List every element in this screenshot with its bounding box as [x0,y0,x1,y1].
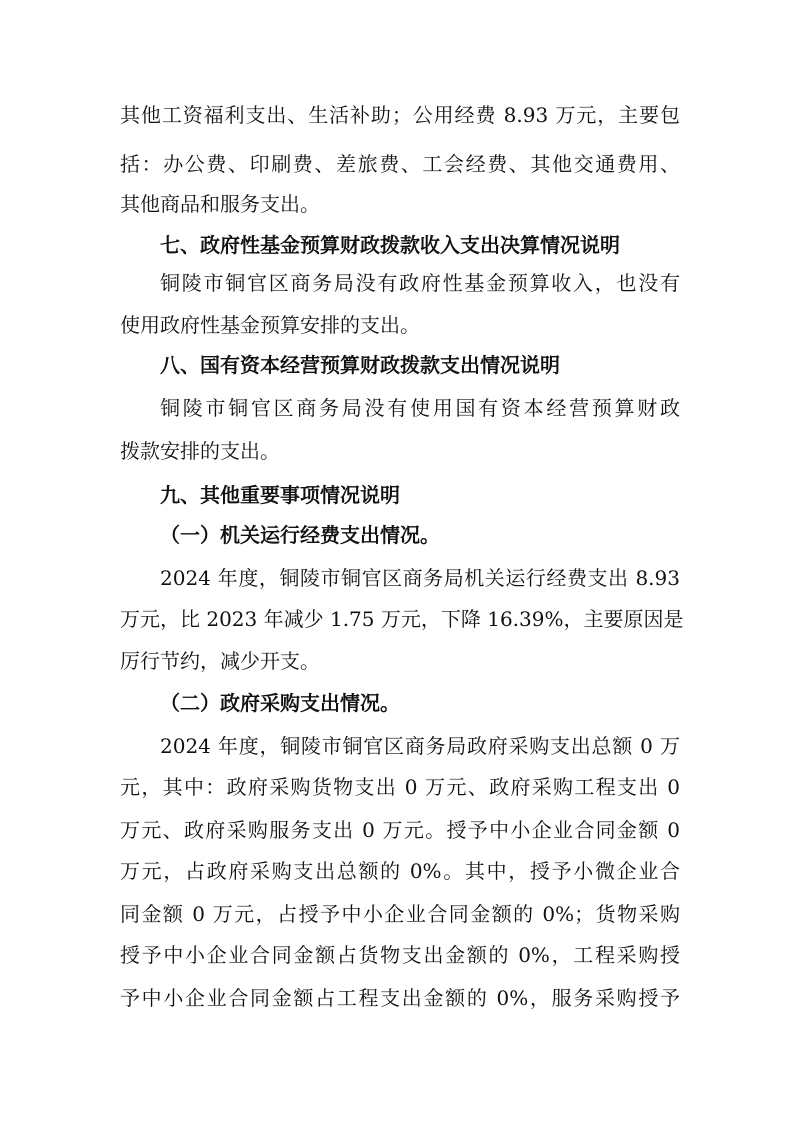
paragraph-line: 元，其中：政府采购货物支出 0 万元、政府采购工程支出 0 [120,775,680,799]
paragraph-line: 铜陵市铜官区商务局没有使用国有资本经营预算财政 [160,396,680,420]
paragraph-line: 铜陵市铜官区商务局没有政府性基金预算收入，也没有 [160,271,680,295]
section-heading-7: 七、政府性基金预算财政拨款收入支出决算情况说明 [160,233,620,257]
paragraph-line: 同金额 0 万元，占授予中小企业合同金额的 0%；货物采购 [120,902,680,926]
paragraph-line: 授予中小企业合同金额占货物支出金额的 0%，工程采购授 [120,943,680,967]
paragraph-line: 万元、政府采购服务支出 0 万元。授予中小企业合同金额 0 [120,818,680,842]
paragraph-line: 使用政府性基金预算安排的支出。 [120,313,420,337]
subsection-heading-2: （二）政府采购支出情况。 [160,691,400,715]
section-heading-8: 八、国有资本经营预算财政拨款支出情况说明 [160,353,560,377]
paragraph-line: 厉行节约，减少开支。 [120,649,320,673]
paragraph-line: 2024 年度，铜陵市铜官区商务局机关运行经费支出 8.93 [160,566,680,590]
paragraph-line: 万元，占政府采购支出总额的 0%。其中，授予小微企业合 [120,859,680,883]
subsection-heading-1: （一）机关运行经费支出情况。 [160,523,440,547]
paragraph-line: 括：办公费、印刷费、差旅费、工会经费、其他交通费用、 [120,152,680,176]
paragraph-line: 予中小企业合同金额占工程支出金额的 0%，服务采购授予 [120,986,680,1010]
paragraph-line: 拨款安排的支出。 [120,439,280,463]
section-heading-9: 九、其他重要事项情况说明 [160,483,400,507]
paragraph-line: 万元，比 2023 年减少 1.75 万元，下降 16.39%，主要原因是 [120,607,684,631]
paragraph-line: 2024 年度，铜陵市铜官区商务局政府采购支出总额 0 万 [160,734,680,758]
paragraph-line: 其他商品和服务支出。 [120,192,320,216]
paragraph-line: 其他工资福利支出、生活补助；公用经费 8.93 万元，主要包 [120,103,680,127]
